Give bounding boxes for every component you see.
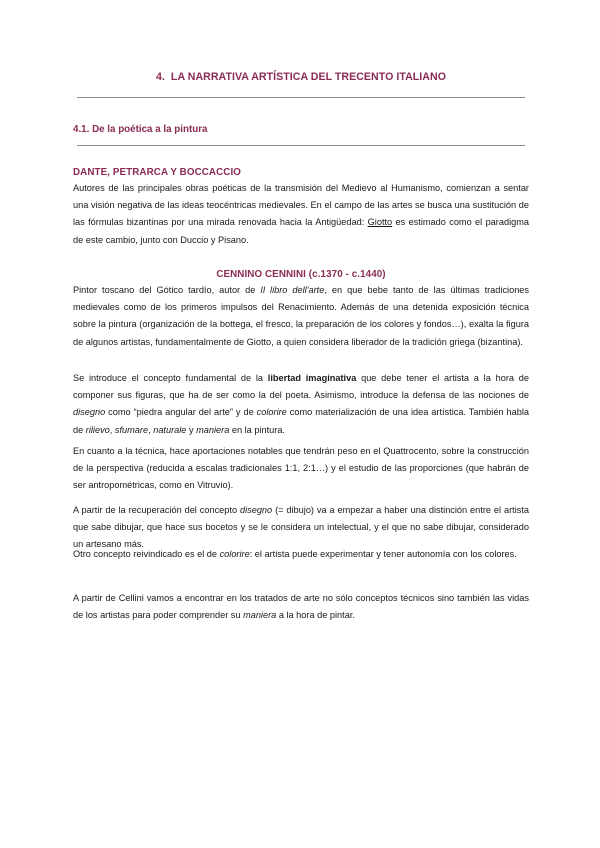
chapter-title: 4. LA NARRATIVA ARTÍSTICA DEL TRECENTO ITALIANO (156, 71, 446, 83)
cennino-paragraph-1: Pintor toscano del Gótico tardío, autor de Il libro dell'arte, en que bebe tanto de las últimas tradiciones medievales como de los primeros impulsos del Renacimiento. Además de una detenida exposición técnica sobre la pintura (organización de la bottega, el fresco, la preparación de los colores y fondos…), exalta la figura de algunos artistas, fundamentalmente de Giotto, a quien considera liberador de la tradición griega (bizantina). (73, 285, 530, 347)
cennino-paragraph-2: Se introduce el concepto fundamental de la libertad imaginativa que debe tener el artista a la hora de componer sus figuras, que ha de ser como la del poeta. Asimismo, introduce la defensa de las nociones de disegno como “piedra angular del arte” y de colorire como materialización de una idea artística. También habla de rilievo, sfumare, naturale y maniera en la pintura. (73, 373, 529, 435)
dante-paragraph: Autores de las principales obras poéticas de la transmisión del Medievo al Humanismo, comienzan a sentar una visión negativa de las ideas teocéntricas medievales. En el campo de las artes se busca una sustitución de las fórmulas bizantinas por una mirada renovada hacia la Antigüedad: Giotto es estimado como el paradigma de este cambio, junto con Duccio y Pisano. (73, 183, 529, 245)
cennino-paragraph-3: En cuanto a la técnica, hace aportaciones notables que tendrán peso en el Quattrocento, sobre la construcción de la perspectiva (reducida a escalas tradicionales 1:1, 2:1…) y el estudio de las proporciones (que habrán de ser antropométricas, como en Vitruvio). (73, 446, 529, 491)
cennino-heading: CENNINO CENNINI (c.1370 - c.1440) (216, 269, 386, 280)
cennino-paragraph-5: Otro concepto reivindicado es el de colorire: el artista puede experimentar y tener autonomía con los colores. (73, 549, 517, 559)
cennino-paragraph-4: A partir de la recuperación del concepto disegno (= dibujo) va a empezar a haber una distinción entre el artista que sabe dibujar, que hace sus bocetos y se le considera un intelectual, y el que no sabe dibujar, considerado un artesano más. (73, 505, 529, 550)
key-concept: libertad imaginativa (267, 373, 357, 383)
dante-heading: DANTE, PETRARCA Y BOCCACCIO (73, 167, 241, 178)
title-divider (77, 97, 525, 98)
giotto-link: Giotto (367, 217, 393, 228)
subsection-divider (77, 145, 525, 146)
subsection-title: 4.1. De la poética a la pintura (73, 124, 208, 135)
cennino-paragraph-6: A partir de Cellini vamos a encontrar en los tratados de arte no sólo conceptos técnicos sino también las vidas de los artistas para poder comprender su maniera a la hora de pintar. (73, 593, 529, 621)
book-title: Il libro dell'arte (260, 285, 325, 295)
